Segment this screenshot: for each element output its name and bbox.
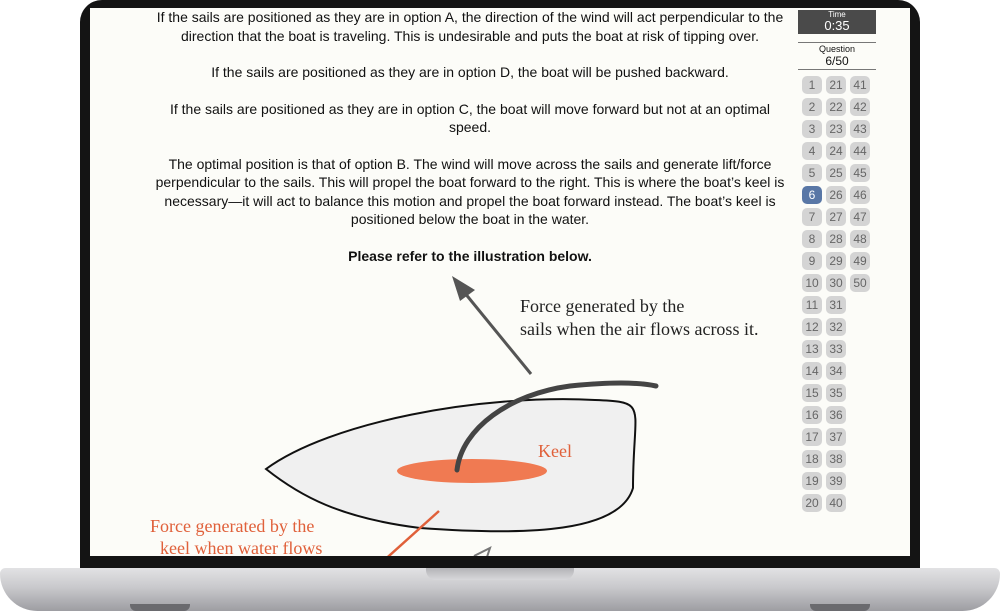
paragraph-option-a: If the sails are positioned as they are in option A, the direction of the wind will act perpendicular to the direction that the boat is traveling. This is undesirable and puts the boat at risk of tipping over.	[156, 9, 784, 44]
question-slot-empty	[850, 362, 870, 380]
question-button-45[interactable]: 45	[850, 164, 870, 182]
timer-label: Time	[828, 10, 846, 19]
question-button-1[interactable]: 1	[802, 76, 822, 94]
question-button-17[interactable]: 17	[802, 428, 822, 446]
question-button-19[interactable]: 19	[802, 472, 822, 490]
question-button-25[interactable]: 25	[826, 164, 846, 182]
question-button-36[interactable]: 36	[826, 406, 846, 424]
question-button-39[interactable]: 39	[826, 472, 846, 490]
question-button-42[interactable]: 42	[850, 98, 870, 116]
question-button-35[interactable]: 35	[826, 384, 846, 402]
sailboat-illustration	[90, 8, 910, 556]
screen	[90, 8, 910, 556]
question-slot-empty	[850, 494, 870, 512]
keel-label: Keel	[538, 441, 572, 461]
question-button-49[interactable]: 49	[850, 252, 870, 270]
question-slot-empty	[850, 296, 870, 314]
question-button-16[interactable]: 16	[802, 406, 822, 424]
laptop-foot-left	[130, 604, 190, 611]
question-button-8[interactable]: 8	[802, 230, 822, 248]
sail-force-label-2: sails when the air flows across it.	[520, 319, 759, 339]
question-button-24[interactable]: 24	[826, 142, 846, 160]
question-button-12[interactable]: 12	[802, 318, 822, 336]
question-button-44[interactable]: 44	[850, 142, 870, 160]
question-button-47[interactable]: 47	[850, 208, 870, 226]
question-button-15[interactable]: 15	[802, 384, 822, 402]
keel-force-label-2: keel when water flows	[160, 538, 323, 556]
question-button-50[interactable]: 50	[850, 274, 870, 292]
question-button-22[interactable]: 22	[826, 98, 846, 116]
question-button-34[interactable]: 34	[826, 362, 846, 380]
paragraph-option-d: If the sails are positioned as they are in option D, the boat will be pushed backward.	[211, 64, 729, 80]
question-button-41[interactable]: 41	[850, 76, 870, 94]
question-button-5[interactable]: 5	[802, 164, 822, 182]
question-button-28[interactable]: 28	[826, 230, 846, 248]
question-button-43[interactable]: 43	[850, 120, 870, 138]
question-button-3[interactable]: 3	[802, 120, 822, 138]
bottom-arrow-partial	[474, 548, 490, 556]
question-counter-value: 6/50	[825, 54, 849, 68]
question-button-13[interactable]: 13	[802, 340, 822, 358]
question-button-9[interactable]: 9	[802, 252, 822, 270]
question-button-2[interactable]: 2	[802, 98, 822, 116]
refer-note: Please refer to the illustration below.	[348, 247, 592, 264]
question-button-37[interactable]: 37	[826, 428, 846, 446]
question-button-40[interactable]: 40	[826, 494, 846, 512]
timer-value: 0:35	[824, 18, 850, 33]
question-button-38[interactable]: 38	[826, 450, 846, 468]
question-button-21[interactable]: 21	[826, 76, 846, 94]
question-button-29[interactable]: 29	[826, 252, 846, 270]
question-button-23[interactable]: 23	[826, 120, 846, 138]
paragraph-option-b: The optimal position is that of option B. The wind will move across the sails and generate lift/force perpendicular to the sails. This will propel the boat forward to the right. This is where the boat’s keel is necessary—it will act to balance this motion and propel the boat forward instead. The boat’s keel is positioned below the boat in the water.	[155, 155, 785, 227]
question-slot-empty	[850, 428, 870, 446]
timer	[798, 10, 876, 34]
sail-force-arrowhead	[452, 276, 475, 301]
question-slot-empty	[850, 450, 870, 468]
question-button-26[interactable]: 26	[826, 186, 846, 204]
keel-shape	[397, 459, 547, 483]
laptop-notch	[426, 568, 574, 580]
question-button-14[interactable]: 14	[802, 362, 822, 380]
question-button-20[interactable]: 20	[802, 494, 822, 512]
question-counter	[798, 42, 876, 70]
sail-force-label-1: Force generated by the	[520, 296, 685, 316]
paragraph-option-c: If the sails are positioned as they are in option C, the boat will move forward but not at an optimal speed.	[170, 100, 770, 135]
question-slot-empty	[850, 340, 870, 358]
question-button-4[interactable]: 4	[802, 142, 822, 160]
question-button-7[interactable]: 7	[802, 208, 822, 226]
question-button-32[interactable]: 32	[826, 318, 846, 336]
question-button-10[interactable]: 10	[802, 274, 822, 292]
question-button-18[interactable]: 18	[802, 450, 822, 468]
question-button-46[interactable]: 46	[850, 186, 870, 204]
question-button-30[interactable]: 30	[826, 274, 846, 292]
question-button-33[interactable]: 33	[826, 340, 846, 358]
laptop-foot-right	[810, 604, 870, 611]
question-slot-empty	[850, 318, 870, 336]
question-button-27[interactable]: 27	[826, 208, 846, 226]
question-button-6[interactable]: 6	[802, 186, 822, 204]
question-navigator	[802, 76, 874, 512]
question-button-11[interactable]: 11	[802, 296, 822, 314]
question-button-48[interactable]: 48	[850, 230, 870, 248]
question-slot-empty	[850, 406, 870, 424]
question-counter-label: Question	[818, 44, 856, 54]
question-slot-empty	[850, 472, 870, 490]
keel-force-label-1: Force generated by the	[150, 516, 315, 536]
question-button-31[interactable]: 31	[826, 296, 846, 314]
question-slot-empty	[850, 384, 870, 402]
